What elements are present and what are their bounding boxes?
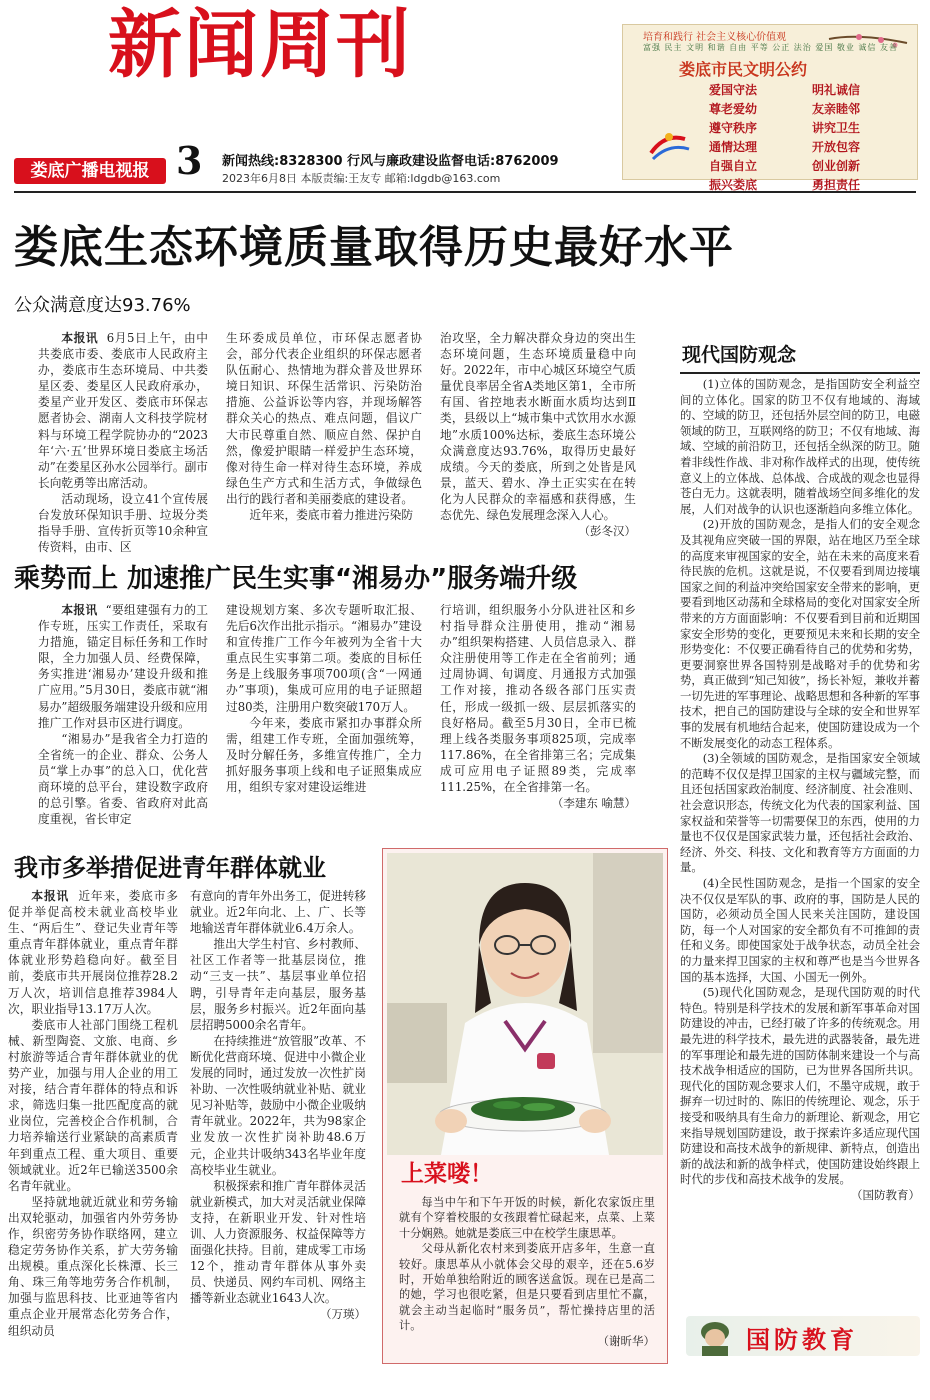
civility-item: 振兴娄底 [709,178,758,192]
core-values-text: 富强 民主 文明 和谐 自由 平等 公正 法治 爱国 敬业 诚信 友善 [643,43,898,52]
right-column-paragraph: (3)全领域的国防观念，是指国家安全领域的范畴不仅仅是捍卫国家的主权与疆域完整，而且还包括国家政治制度、经济制度、社会准则、社会意识形态，传统文化为代表的国家利益、国家权益和荣誉等一切需要保卫的东西，使用的力量也不仅仅是国家武装力量，还包括社会政治、经济、外交、科技、文化和教育等方方面面的力量。 [680,751,920,875]
civility-item: 自强自立 [709,159,758,173]
right-column-paragraph: (1)立体的国防观念，是指国防安全利益空间的立体化。国家的防卫不仅有地域的、海域的、空域的防卫，还包括外层空间的防卫，电磁领域的防卫，互联网络的防卫；不仅有地域、海域、空域的前沿防卫，还包括全纵深的防卫。随着非线性作战、非对称作战样式的出现，使传统意义上的立体战、总体战、合成战的观念也显得苍白无力。这就表明，随着战场空间多维化的发展，人们对战争的认识也逐渐趋向多维立体化。 [680,377,920,516]
article1-headline: 娄底生态环境质量取得历史最好水平 [14,222,734,273]
article3-lead: 本报讯 [31,889,70,903]
civility-item: 讲究卫生 [812,121,861,135]
article2-column-1 [38,602,208,834]
right-column-body [680,377,920,1352]
article3-column-1 [8,888,178,1376]
article3-body: 在持续推进“放管服”改革、不断优化营商环境、促进中小微企业发展的同时，通过发放一次性扩岗补助、一次性吸纳就业补贴、就业见习补贴等，鼓励中小微企业吸纳青年就业。2022年，共为98家企业发放一次性扩岗补助48.6万元，企业共计吸纳343名毕业年度高校毕业生就业。 [190,1033,366,1177]
article1-subhead: 公众满意度达93.76% [14,295,191,316]
article1-column-2 [226,330,422,530]
issue-info: 2023年6月8日 本版责编:王友专 邮箱:ldgdb@163.com [222,172,501,185]
civility-item: 爱国守法 [709,83,758,97]
civility-items [709,81,905,193]
article2-body: “要组建强有力的工作专班，压实工作责任，采取有力措施，锚定目标任务和工作时限，全力加强人员、经费保障，务实推进‘湘易办’建设升级和推广应用。”5月30日，娄底市就“湘易办”超级服务端建设升级和应用推广工作对县市区进行调度。 [38,603,208,730]
civility-item: 通情达理 [709,140,758,154]
article2-column-2 [226,602,422,834]
article2-body: “湘易办”是我省全力打造的全省统一的企业、群众、公务人员“掌上办事”的总入口，优化营商环境的总平台，建设数字政府的总引擎。省委、省政府对此高度重视，省长审定 [38,731,208,827]
article1-signature: （彭冬汉） [578,524,636,539]
page-number: 3 [176,138,203,183]
student-photo [387,853,663,1155]
paper-badge: 娄底广播电视报 [14,158,166,184]
article3-headline: 我市多举措促进青年群体就业 [14,854,326,882]
masthead-title: 新闻周刊 [108,2,412,88]
civility-item: 尊老爱幼 [709,102,758,116]
article1-lead: 本报讯 [61,331,99,345]
defense-education-banner [686,1316,920,1356]
article2-lead: 本报讯 [61,603,98,617]
article1-body: 活动现场，设立41个宣传展台发放环保知识手册、垃圾分类指导手册、宣传折页等10余种宣传资料，由市、区 [38,491,208,555]
student-serving-dish-illustration [387,853,663,1155]
article3-body: 近年来，娄底市多促并举促高校未就业高校毕业生、“两后生”、登记失业青年等重点青年群体就业，重点青年群体就业形势趋稳向好。截至目前，娄底市共开展岗位推荐28.2万人次，培训信息推荐3984人次，职业指导13.17万人次。 [8,889,178,1016]
article2-column-3 [440,602,636,834]
article3-body: 坚持就地就近就业和劳务输出双轮驱动，加强省内外劳务协作，织密劳务协作联络网，建立稳定劳务协作关系，扩大劳务输出规模。重点深化长株潭、长三角、珠三角等地劳务合作机制，加强与监思科技、比亚迪等省内重点企业开展常态化劳务合作，组织动员 [8,1194,178,1338]
civility-item: 勇担责任 [812,178,861,192]
article1-body: 近年来，娄底市着力推进污染防 [249,508,414,523]
hotline-info: 新闻热线:8328300 行风与廉政建设监督电话:8762009 [222,154,559,169]
article2-headline: 乘势而上 加速推广民生实事“湘易办”服务端升级 [14,564,578,594]
article3-column-2 [190,888,366,1376]
article2-signature: （李建东 喻慧） [551,796,636,811]
article3-body: 积极探索和推广青年群体灵活就业新模式，加大对灵活就业保障支持，在新职业开发、针对性培训、人力资源服务、权益保障等方面强化扶持。目前，建成零工市场12个，推动青年群体从事外卖员、快递员、网约车司机、网络主播等新业态就业1643人次。 [190,1178,366,1306]
civility-item: 开放包容 [812,140,861,154]
right-column-divider [680,372,920,374]
article3-body: 有意向的青年外出务工，促进转移就业。近2年向北、上、广、长等地输送青年群体就业6.4万余人。 [190,889,366,936]
photo-story-signature: （谢昕华） [597,1333,655,1348]
civility-item: 友亲睦邻 [812,102,861,116]
right-column-title: 现代国防观念 [682,344,797,366]
right-column-paragraph: (4)全民性国防观念，是指一个国家的安全决不仅仅是军队的事、政府的事，国防是人民的国防，必须动员全国人民来关注国防，建设国防，每一个人对国家的安全都负有不可推卸的责任和义务。即使国家处于战争状态，动员全社会的力量来捍卫国家的主权和尊严也是当今世界各国的基本选择，大国、小国无一例外。 [680,876,920,984]
article1-body: 治攻坚，全力解决群众身边的突出生态环境问题，生态环境质量稳中向好。2022年，市中心城区环境空气质量优良率居全省A类地区第1，全市所有国、省控地表水断面水质均达到Ⅱ类，县级以上“城市集中式饮用水水源地”水质100%达标，娄底生态环境公众满意度达93.76%，取得历史最好成绩。今天的娄底，所到之处皆是风景，蓝天、碧水、净土正实实在在转化为人民群众的幸福感和获得感，生态优先、绿色发展理念深入人心。 [440,331,636,523]
photo-story-paragraph: 每当中午和下午开饭的时候，新化农家饭庄里就有个穿着校服的女孩跟着忙碌起来，点菜、上菜十分娴熟。她就是娄底三中在校学生康思革。 [399,1196,655,1240]
defense-education-banner-text: 国防教育 [746,1326,858,1354]
article1-column-1 [38,330,208,555]
article3-body: 娄底市人社部门围绕工程机械、新型陶瓷、文旅、电商、乡村旅游等适合青年群体就业的优势产业，加强与用人企业的用工对接，结合青年群体的特点和诉求，筛选归集一批匹配度高的就业岗位，完善校企合作机制，合力培养输送行业紧缺的高素质青年到重点工程、重大项目、重要领域就业。近2年已输送3500余名青年就业。 [8,1017,178,1193]
civility-item: 明礼诚信 [812,83,861,97]
civility-title: 娄底市民文明公约 [679,60,808,79]
photo-story-text [399,1195,655,1349]
civility-convention-box [622,24,918,192]
article1-column-3 [440,330,636,539]
article1-body: 6月5日上午，由中共娄底市委、娄底市人民政府主办，娄底市生态环境局、中共娄星区委、娄星区人民政府承办，娄星产业开发区、娄底市环保志愿者协会、湖南人文科技学院材料与环境工程学院协办的“2023年‘六·五’世界环境日娄底主场活动”在娄星区孙水公园举行。副市长向乾勇等出席活动。 [38,331,208,490]
photo-story-title: 上菜喽！ [401,1161,493,1187]
right-column-paragraph: (5)现代化国防观念，是现代国防观的时代特色。特别是科学技术的发展和新军事革命对国防建设的冲击，已经打破了许多的传统观念。用最先进的科学技术，最先进的武器装备，最先进的军事理论和最先进的国防体制来建设一个与高技术战争相适应的国防，已为世界各国所共识。现代化的国防观念要求人们，不墨守成规，敢于摒弃一切过时的、陈旧的传统理论、观念，乐于接受和吸纳具有生命力的新理论、新观念，用它来指导规划国防建设，敢于探索许多适应现代国防建设和高技术战争的新规律、新特点，创造出新的战法和新的战争样式，使国防建设始终跟上时代的步伐和高技术战争的发展。 [680,985,920,1187]
article2-body: 行培训，组织服务小分队进社区和乡村指导群众注册使用，推动“湘易办”组织架构搭建、人员信息录入、群众注册使用等工作走在全省前列；通过周协调、旬调度、月通报方式加强工作对接，推动各级各部门压实责任，形成一级抓一级、层层抓落实的良好格局。截至5月30日，全市已梳理上线各类服务事项825项，完成率117.86%，在全省排第三名；完成集成可应用电子证照89类，完成率111.25%，在全省排第一名。 [440,603,636,795]
civility-item: 遵守秩序 [709,121,758,135]
article3-body: 推出大学生村官、乡村教师、社区工作者等一批基层岗位，推动“三支一扶”、基层事业单位招聘，引导青年走向基层，服务基层，服务乡村振兴。近2年面向基层招聘5000余名青年。 [190,937,366,1032]
article2-body: 今年来，娄底市紧扣办事群众所需，组建工作专班，全面加强统筹，及时分解任务，多维宣传推广，全力抓好服务事项上线和电子证照集成应用，组织专家对建设运维进 [226,715,422,795]
photo-story-box [382,848,668,1364]
right-column-paragraph: (2)开放的国防观念，是指人们的安全观念及其视角应突破一国的界限，站在地区乃至全球的高度来审视国家的安全，站在未来的高度来看待民族的危机。这就是说，不仅要看到周边接壤国家之间的利益冲突给国家安全带来的影响，更要看到地区动荡和全球格局的变化对国家安全所带来的方方面面影响：不仅要看到目前和近期国家安全形势的变化，更要预见未来和长期的安全形势变化：不仅要正确看待自己的优势和劣势，更要洞察世界各国特别是战略对手的优势和劣势，真正做到“知己知彼”，扬长补短，兼收并蓄一切先进的军事理论、战略思想和各种新的军事技术，把自己的国防建设与全球的安全和世界军事的发展有机地结合起来，使国防建设成为一个不断发展变化的动态工程体系。 [680,517,920,750]
civility-logo-icon [645,129,693,165]
article2-body: 建设规划方案、多次专题听取汇报、先后6次作出批示指示。“湘易办”建设和宣传推广工作今年被列为全省十大重点民生实事第二项。娄底的目标任务是上线服务事项700项(含“一网通办”事项)，集成可应用的电子证照超过80类，注册用户数突破170万人。 [226,603,422,714]
photo-story-paragraph: 父母从新化农村来到娄底开店多年，生意一直较好。康思革从小就体会父母的艰辛，还在5.6岁时，开始单独给附近的顾客送盒饭。现在已是高二的她，学习也很吃紧，但是只要看到店里忙不赢，就会主动当起临时“服务员”，帮忙操持店里的活计。 [399,1242,655,1333]
soldier-icon [692,1318,738,1356]
article3-signature: （万瑛） [320,1307,366,1322]
article1-body: 生环委成员单位，市环保志愿者协会，部分代表企业组织的环保志愿者队伍耐心、热情地为群众普及世界环境日知识、环保生活常识、污染防治措施、公益诉讼等内容，并现场解答群众关心的热点、难点问题，倡议广大市民尊重自然、顺应自然、保护自然，像爱护眼睛一样爱护生态环境，像对待生命一样对待生态环境，养成绿色生产方式和生活方式，争做绿色出行的践行者和美丽娄底的建设者。 [226,331,422,506]
right-column-signature: （国防教育） [851,1187,920,1202]
civility-item: 创业创新 [812,159,861,173]
civility-top-text: 培育和践行 社会主义核心价值观 [643,32,787,43]
